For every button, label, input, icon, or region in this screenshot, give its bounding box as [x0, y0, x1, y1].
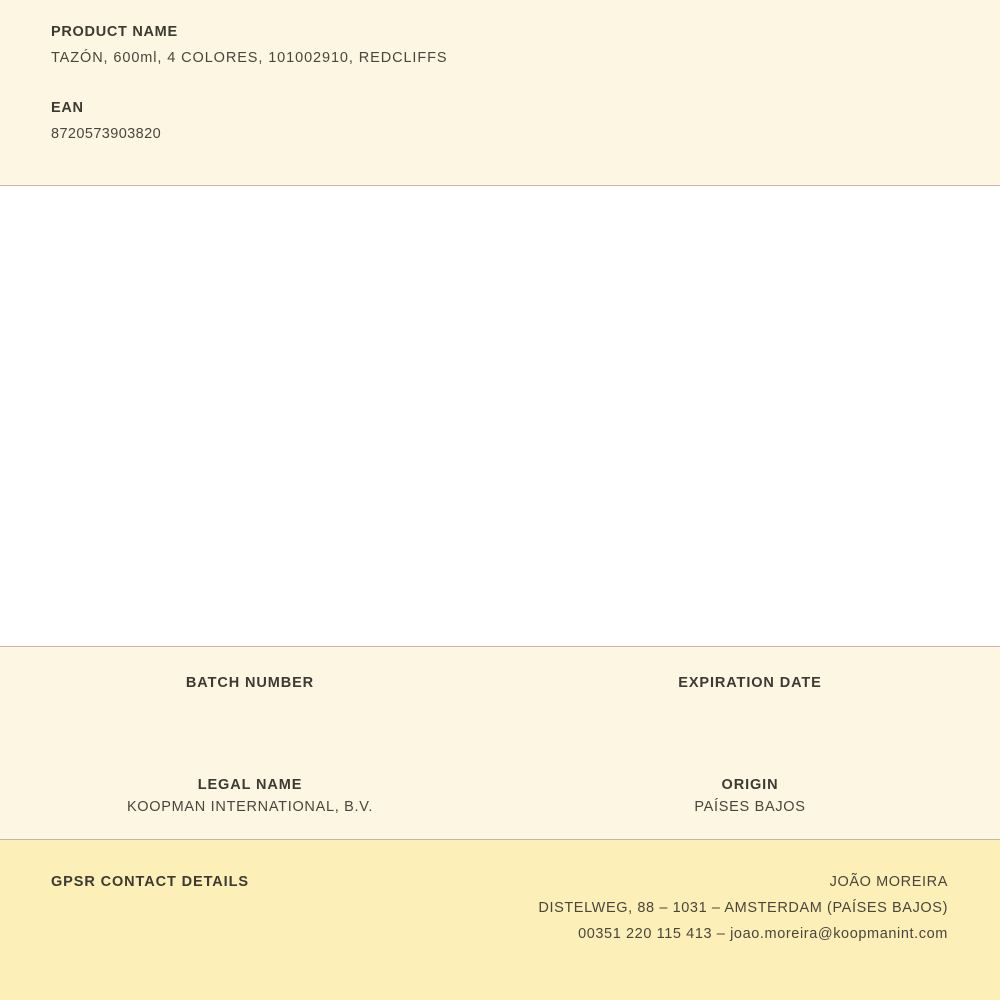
gpsr-contact-details: [538, 874, 948, 942]
legal-row: [0, 777, 1000, 817]
batch-number-label: BATCH NUMBER: [185, 675, 315, 691]
contact-address: DISTELWEG, 88 – 1031 – AMSTERDAM (PAÍSES BAJOS): [538, 900, 948, 916]
ean-field: [51, 100, 949, 142]
product-name-value: TAZÓN, 600ml, 4 COLORES, 101002910, REDCLIFFS: [51, 50, 448, 66]
batch-number-value: [0, 697, 500, 715]
origin-label: ORIGIN: [721, 777, 779, 793]
batch-row: [0, 675, 1000, 715]
contact-name: JOÃO MOREIRA: [829, 874, 948, 890]
batch-legal-section: [0, 647, 1000, 840]
gpsr-contact-label: GPSR CONTACT DETAILS: [51, 874, 249, 890]
expiration-date-label: EXPIRATION DATE: [678, 675, 822, 691]
ean-value: 8720573903820: [51, 126, 162, 142]
contact-phone-email: 00351 220 115 413 – joao.moreira@koopmanint.com: [578, 926, 948, 942]
gpsr-contact-section: [0, 840, 1000, 1000]
legal-name-value: KOOPMAN INTERNATIONAL, B.V.: [126, 799, 374, 815]
product-name-label: PRODUCT NAME: [51, 24, 178, 40]
expiration-date-value: [500, 697, 1000, 715]
legal-name-cell: [0, 777, 500, 817]
ean-label: EAN: [51, 100, 84, 116]
batch-number-cell: [0, 675, 500, 715]
product-name-field: [51, 24, 949, 66]
expiration-date-cell: [500, 675, 1000, 715]
legal-name-label: LEGAL NAME: [197, 777, 303, 793]
origin-cell: [500, 777, 1000, 817]
origin-value: PAÍSES BAJOS: [694, 799, 806, 815]
product-image-area: [0, 186, 1000, 647]
product-info-section: [0, 0, 1000, 186]
